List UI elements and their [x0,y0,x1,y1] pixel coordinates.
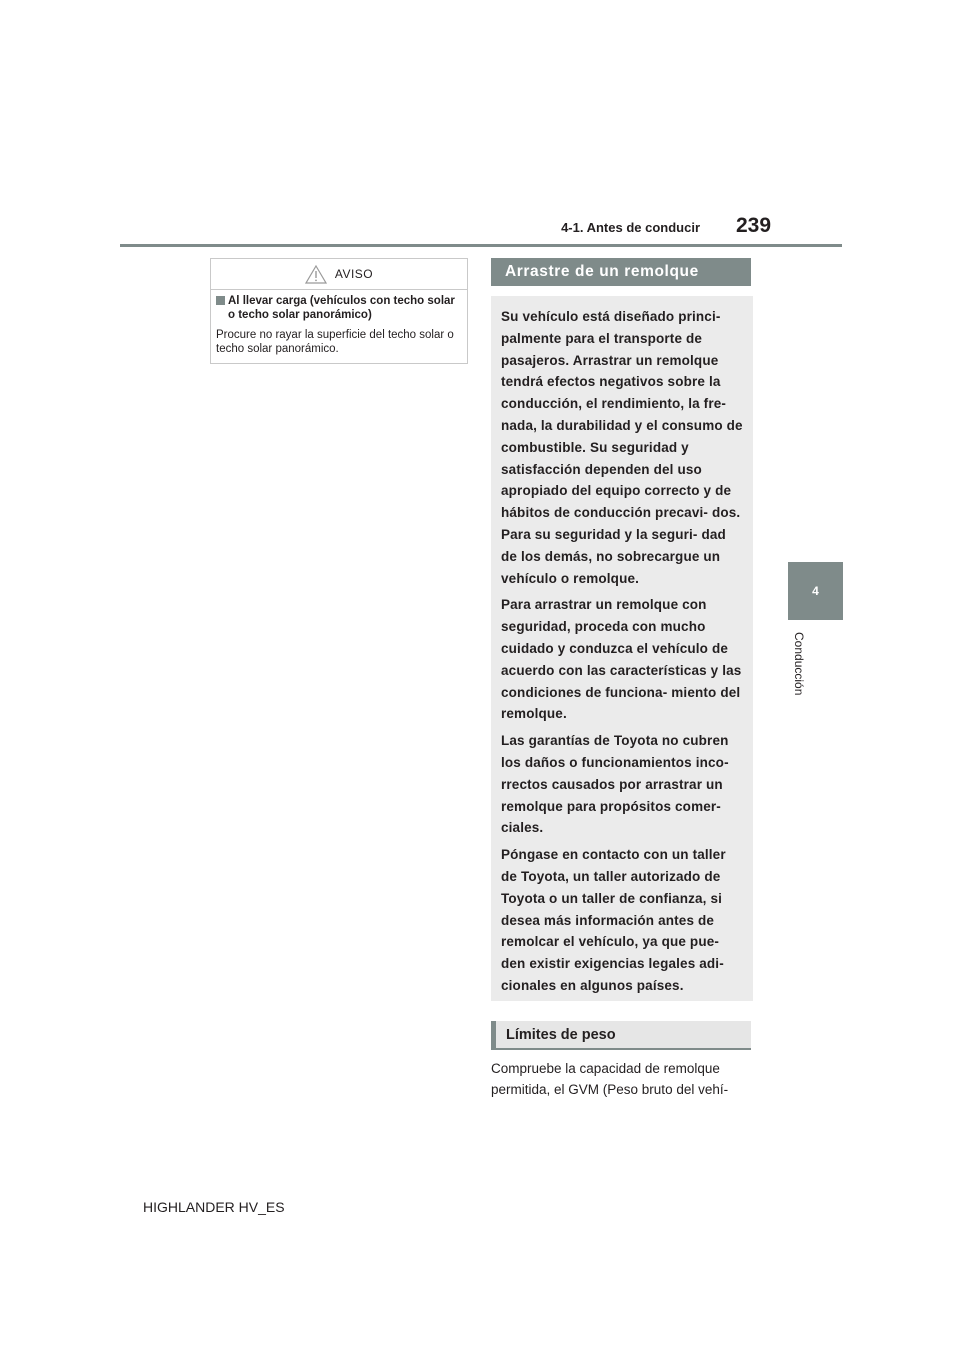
chapter-tab [788,562,843,620]
chapter-number: 4 [812,584,819,598]
warning-item-text: Procure no rayar la superficie del techo solar o techo solar panorámico. [216,329,454,355]
warning-header [211,259,467,290]
chapter-label: Conducción [792,632,806,696]
towing-heading: Arrastre de un remolque [491,258,751,286]
warning-label: AVISO [334,267,374,281]
warning-triangle-icon [305,265,327,284]
towing-info-box [491,296,753,1001]
warning-item-title: Al llevar carga (vehículos con techo solar o techo solar panorámico) [228,295,455,321]
footer-model: HIGHLANDER HV_ES [143,1199,285,1215]
weight-text: Compruebe la capacidad de remolque permitida, el GVM (Peso bruto del vehí- [491,1061,729,1097]
towing-paragraph: Póngase en contacto con un taller de Toyota, un taller autorizado de Toyota o un taller de confianza, si desea más información antes de remolcar el vehículo, ya que pue- den existir exigencias legales adi- cionales en algunos países. [501,847,726,993]
warning-box [210,258,468,364]
square-bullet-icon [216,296,225,305]
towing-paragraph: Su vehículo está diseñado princi- palmente para el transporte de pasajeros. Arrastrar un remolque tendrá efectos negativos sobre la conducción, el rendimiento, la fre- nada, la durabilidad y el consumo de combustible. Su seguridad y satisfacción dependen del uso apropiado del equipo correcto y de hábitos de conducción precavi- dos. Para su seguridad y la seguri- dad de los demás, no sobrecargue un vehículo o remolque. [501,309,743,586]
warning-body [211,290,467,356]
section-title: 4-1. Antes de conducir [561,220,700,235]
weight-heading: Límites de peso [491,1021,751,1050]
towing-paragraph: Para arrastrar un remolque con seguridad, proceda con mucho cuidado y conduzca el vehículo de acuerdo con las características y las condiciones de funciona- miento del remolque. [501,597,742,722]
page-number: 239 [736,214,772,237]
towing-paragraph: Las garantías de Toyota no cubren los daños o funcionamientos inco- rrectos causados por arrastrar un remolque para propósitos comer- ciales. [501,733,729,836]
warning-item [216,294,461,322]
header-divider [120,244,842,247]
